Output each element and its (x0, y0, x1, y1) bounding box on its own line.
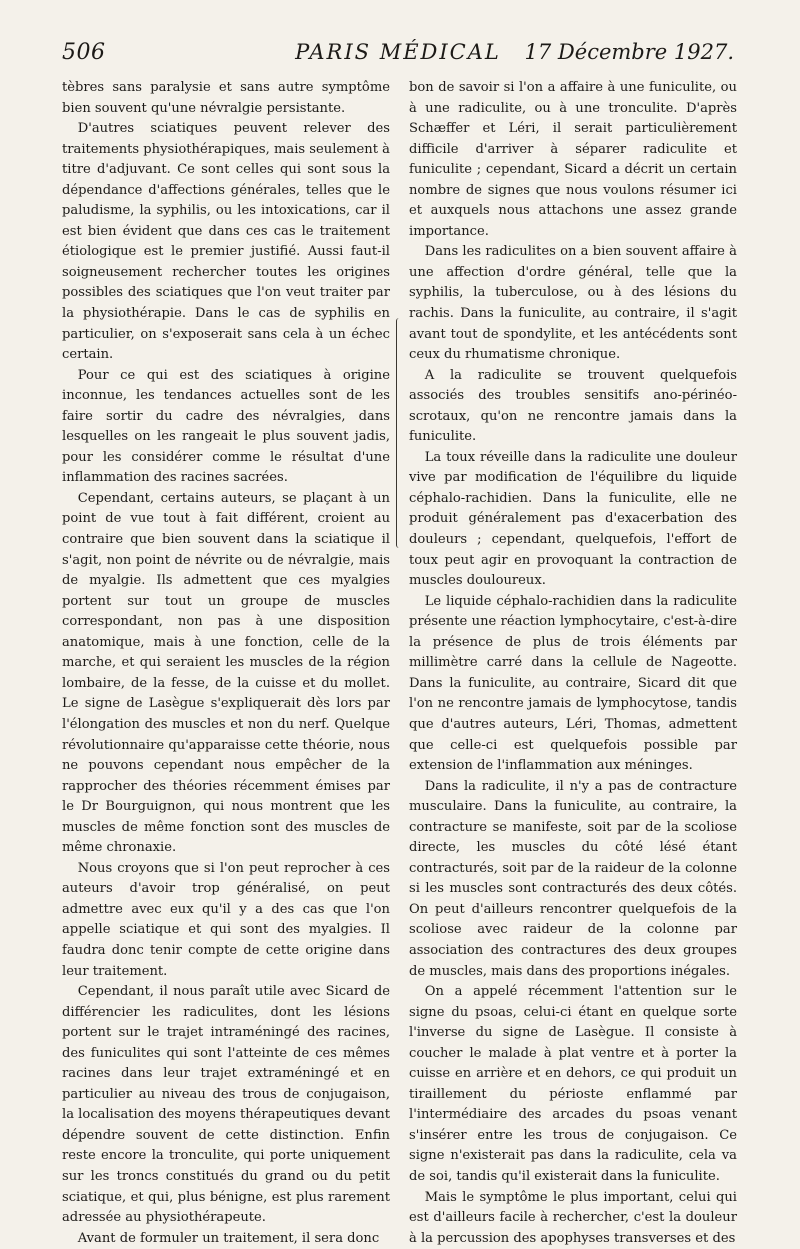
running-header (62, 40, 734, 74)
issue-date: 17 Décembre 1927. (524, 40, 734, 64)
paragraph: Mais le symptôme le plus important, celui qui est d'ailleurs facile à rechercher, c'est la douleur à la percussion des apophyses transverses et des (409, 1189, 737, 1246)
paragraph: A la radiculite se trouvent quelquefois associés des troubles sensitifs ano-périnéo-scrotaux, qu'on ne rencontre jamais dans la funiculite. (409, 367, 737, 445)
paragraph: Nous croyons que si l'on peut reprocher à ces auteurs d'avoir trop généralisé, on peut admettre avec eux qu'il y a des cas que l'on appelle sciatique et qui sont des myalgies. Il faudra donc tenir compte de cette origine dans leur traitement. (62, 860, 390, 979)
left-column (62, 78, 390, 1249)
margin-mark (396, 318, 403, 548)
paragraph: tèbres sans paralysie et sans autre symptôme bien souvent qu'une névralgie persistante. (62, 80, 390, 116)
paragraph: La toux réveille dans la radiculite une douleur vive par modification de l'équilibre du liquide céphalo-rachidien. Dans la funiculite, elle ne produit généralement pas d'exacerbation des douleurs ; cependant, quelquefois, l'effort de toux peut agir en provoquant la contraction de muscles douloureux. (409, 449, 737, 589)
paragraph: On a appelé récemment l'attention sur le signe du psoas, celui-ci étant en quelque sorte l'inverse du signe de Lasègue. Il consiste à coucher le malade à plat ventre et à porter la cuisse en arrière et en dehors, ce qui produit un tiraillement du périoste enflammé par l'intermédiaire des arcades du psoas venant s'insérer entre les trous de conjugaison. Ce signe n'existerait pas dans la radiculite, cela va de soi, tandis qu'il existerait dans la funiculite. (409, 984, 737, 1184)
paragraph: Dans les radiculites on a bien souvent affaire à une affection d'ordre général, telle que la syphilis, la tuberculose, ou à des lésions du rachis. Dans la funiculite, au contraire, il s'agit avant tout de spondylite, et les antécédents sont ceux du rhumatisme chronique. (409, 244, 737, 363)
paragraph: Le liquide céphalo-rachidien dans la radiculite présente une réaction lymphocytaire, c'est-à-dire la présence de plus de trois éléments par millimètre carré dans la cellule de Nageotte. Dans la funiculite, au contraire, Sicard dit que l'on ne rencontre jamais de lymphocytose, tandis que d'autres auteurs, Léri, Thomas, admettent que celle-ci est quelquefois possible par extension de l'inflammation aux méninges. (409, 593, 737, 774)
journal-title: PARIS MÉDICAL (295, 40, 501, 64)
paragraph: Cependant, certains auteurs, se plaçant à un point de vue tout à fait différent, croient au contraire que bien souvent dans la sciatique il s'agit, non point de névrite ou de névralgie, mais de myalgie. Ils admettent que ces myalgies portent sur tout un groupe de muscles correspondant, non pas à une disposition anatomique, mais à une fonction, celle de la marche, et qui seraient les muscles de la région lombaire, de la fesse, de la cuisse et du mollet. Le signe de Lasègue s'expliquerait dès lors par l'élongation des muscles et non du nerf. Quelque révolutionnaire qu'apparaisse cette théorie, nous ne pouvons cependant nous empêcher de la rapprocher des théories récemment émises par le Dr Bourguignon, qui nous montrent que les muscles de même fonction sont des muscles de même chronaxie. (62, 490, 390, 856)
right-column (409, 78, 737, 1249)
paragraph: Cependant, il nous paraît utile avec Sicard de différencier les radiculites, dont les lésions portent sur le trajet intraméningé des racines, des funiculites qui sont l'atteinte de ces mêmes racines dans leur trajet extraméningé et en particulier au niveau des trous de conjugaison, la localisation des moyens thérapeutiques devant dépendre souvent de cette distinction. Enfin reste encore la tronculite, qui porte uniquement sur les troncs constitués du grand ou du petit sciatique, et qui, plus bénigne, est plus rarement adressée au physiothérapeute. (62, 984, 390, 1226)
page-number: 506 (62, 40, 106, 65)
paragraph: Avant de formuler un traitement, il sera donc (77, 1230, 380, 1246)
paragraph: Pour ce qui est des sciatiques à origine inconnue, les tendances actuelles sont de les faire sortir du cadre des névralgies, dans lesquelles on les rangeait le plus souvent jadis, pour les considérer comme le résultat d'une inflammation des racines sacrées. (62, 367, 390, 486)
paragraph: bon de savoir si l'on a affaire à une funiculite, ou à une radiculite, ou à une tronculite. D'après Schæffer et Léri, il serait particulièrement difficile d'arriver à séparer radiculite et funiculite ; cependant, Sicard a décrit un certain nombre de signes que nous voulons résumer ici et auxquels nous attachons une assez grande importance. (409, 80, 737, 239)
paragraph: D'autres sciatiques peuvent relever des traitements physiothérapiques, mais seulement à titre d'adjuvant. Ce sont celles qui sont sous la dépendance d'affections générales, telles que le paludisme, la syphilis, ou les intoxications, car il est bien évident que dans ces cas le traitement étiologique est le premier justifié. Aussi faut-il soigneusement rechercher toutes les origines possibles des sciatiques que l'on veut traiter par la physiothérapie. Dans le cas de syphilis en particulier, on s'exposerait sans cela à un échec certain. (62, 121, 390, 363)
paragraph: Dans la radiculite, il n'y a pas de contracture musculaire. Dans la funiculite, au contraire, la contracture se manifeste, soit par de la scoliose directe, les muscles du côté lésé étant contracturés, soit par de la raideur de la colonne si les muscles sont contracturés des deux côtés. On peut d'ailleurs rencontrer quelquefois de la scoliose avec raideur de la colonne par association des contractures des deux groupes de muscles, mais dans des proportions inégales. (409, 778, 737, 979)
